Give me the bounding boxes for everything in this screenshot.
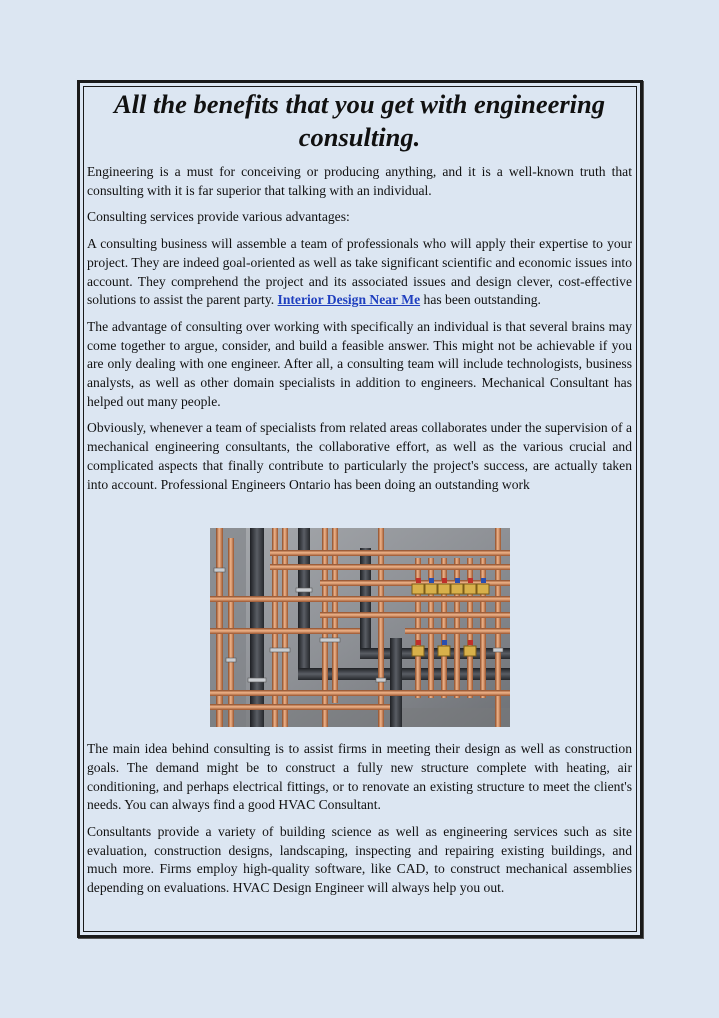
paragraph-intro: Engineering is a must for conceiving or producing anything, and it is a well-known truth that consulting with it is far superior that talking with an individual. <box>87 164 632 198</box>
paragraph-services: Consultants provide a variety of building science as well as engineering services such as site evaluation, construction designs, landscaping, inspecting and repairing existing buildings, and much more. Firms employ high-quality software, like CAD, to construct mechanical assemblies depending on evaluations. HVAC Design Engineer will always help you out. <box>87 824 632 896</box>
paragraph-consulting-business <box>87 235 632 310</box>
paragraph-specialists: Obviously, whenever a team of specialists from related areas collaborates under the supervision of a mechanical engineering consultants, the collaborative effort, as well as the various crucial and complicated aspects that finally contribute to particularly the project's success, are actually taken into account. Professional Engineers Ontario has been doing an outstanding work <box>87 420 632 492</box>
document-title: All the benefits that you get with engineering consulting. <box>113 89 606 152</box>
paragraph-text: has been outstanding. <box>420 292 541 308</box>
paragraph-text: A consulting business will assemble a team of professionals who will apply their expertise to your project. They are indeed goal-oriented as well as take significant scientific and economic issues into account. They comprehend the project and its associated issues and design clever, cost-effective solutions to assist the parent party. <box>87 236 632 308</box>
paragraph-main-idea: The main idea behind consulting is to assist firms in meeting their design as well as construction goals. The demand might be to construct a fully new structure complete with heating, air conditioning, and perhaps electrical fittings, or to renovate an existing structure to meet the client's needs. You can always find a good HVAC Consultant. <box>87 741 632 813</box>
paragraph-advantages-heading: Consulting services provide various advantages: <box>87 209 350 225</box>
paragraph-advantage: The advantage of consulting over working with specifically an individual is that several brains may come together to argue, consider, and build a feasible answer. This might not be achievable if you are only dealing with one engineer. After all, a consulting team will include technologists, business analysts, as well as other domain specialists in addition to engineers. Mechanical Consultant has helped out many people. <box>87 318 632 409</box>
copper-pipes-image <box>210 528 510 727</box>
pipes-photo <box>210 528 510 727</box>
interior-design-link[interactable]: Interior Design Near Me <box>277 292 421 308</box>
document-body <box>87 88 632 906</box>
